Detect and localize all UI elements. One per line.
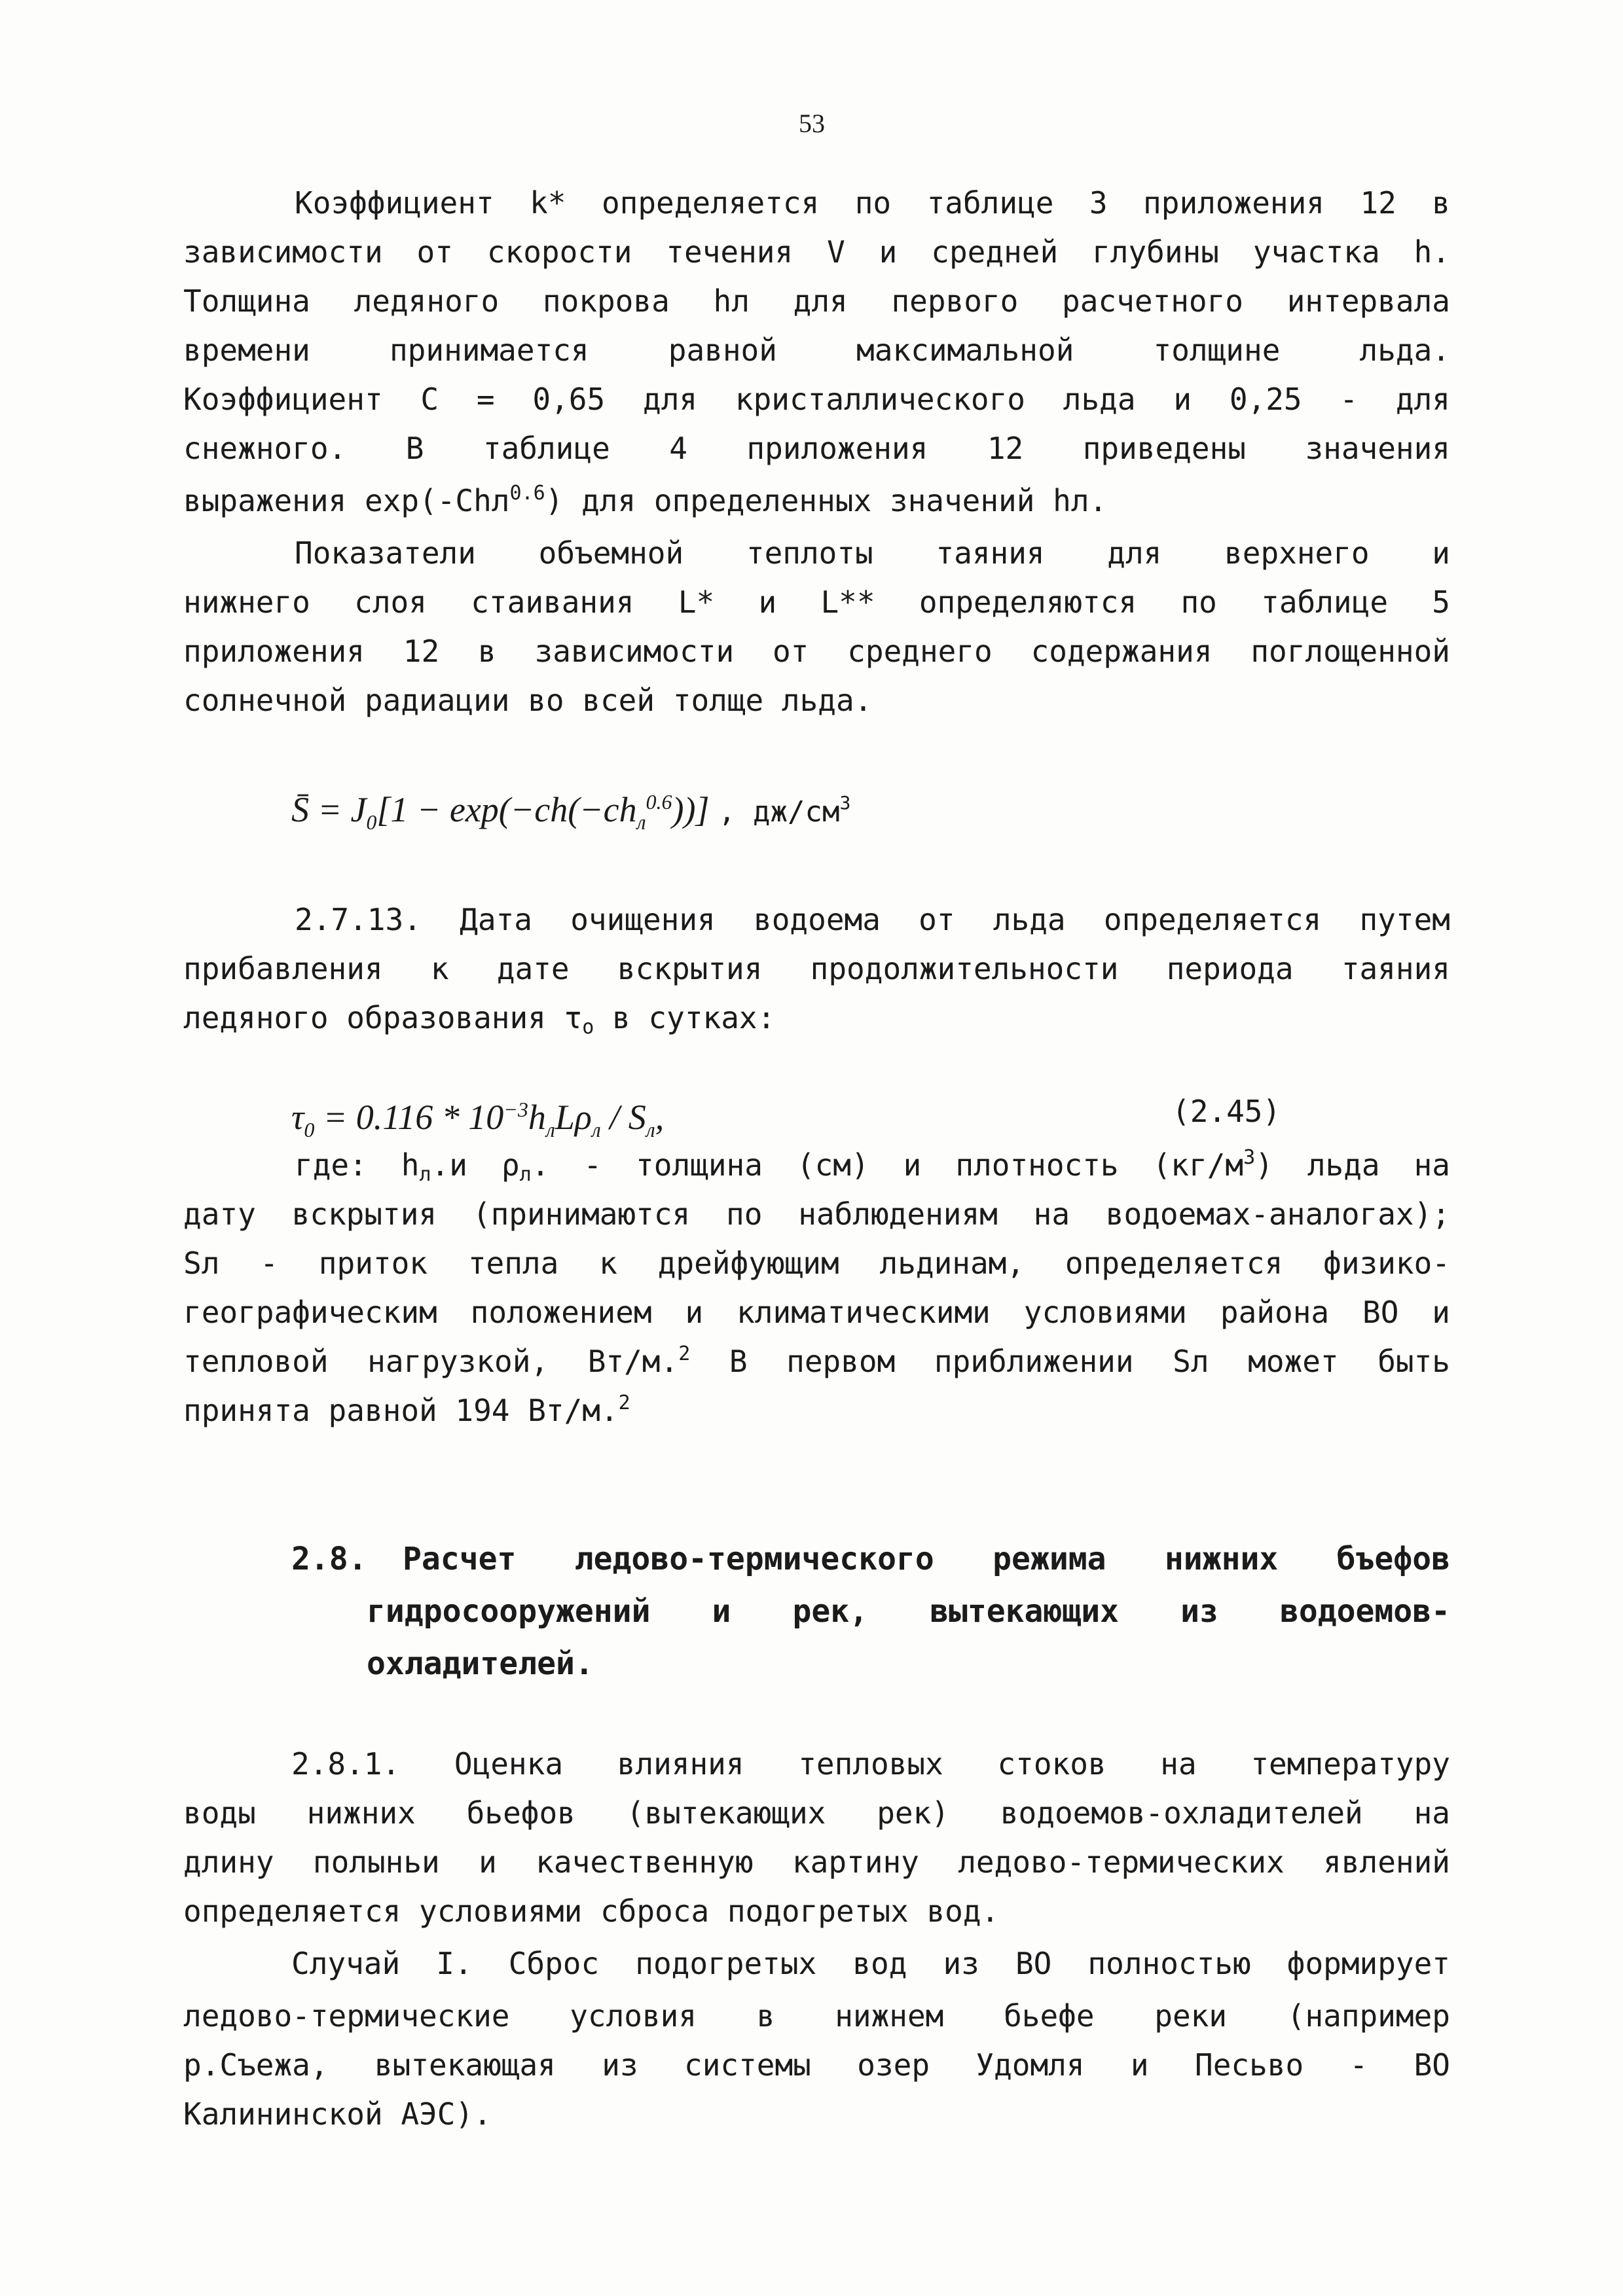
formula-subscript: л — [591, 1117, 601, 1141]
text-line: воды нижних бьефов (вытекающих рек) водоемов-охладителей на — [183, 1795, 1450, 1831]
text-line: приложения 12 в зависимости от среднего содержания поглощенной — [183, 634, 1450, 669]
heading-line: охладителей. — [367, 1645, 594, 1682]
text-line: солнечной радиации во всей толще льда. — [183, 683, 873, 718]
text-line: нижнего слоя стаивания L* и L** определяются по таблице 5 — [183, 584, 1450, 620]
formula-superscript: 3 — [839, 792, 851, 814]
formula-subscript: л — [646, 1117, 655, 1141]
text-line: определяется условиями сброса подогретых вод. — [183, 1893, 1000, 1929]
formula-part: / S — [600, 1098, 646, 1137]
text-fragment: ледяного образования τ — [183, 1000, 583, 1035]
exponent: 0.6 — [509, 482, 545, 505]
text-line: Калининской АЭС). — [183, 2096, 492, 2132]
text-line: Sл - приток тепла к дрейфующим льдинам, определяется физико- — [183, 1246, 1450, 1281]
formula-part: h — [528, 1098, 546, 1137]
formula-superscript: 0.6 — [646, 790, 672, 814]
text-fragment: В первом приближении Sл может быть — [690, 1344, 1451, 1379]
formula-absorbed-radiation — [291, 779, 850, 845]
text-fragment: в сутках: — [594, 1000, 776, 1035]
text-line: длину полыньи и качественную картину ледово-термических явлений — [183, 1844, 1450, 1880]
formula-part: S̄ = J — [291, 790, 367, 829]
equation-number: (2.45) — [1172, 1094, 1281, 1129]
formula-subscript: л — [636, 810, 646, 834]
text-line: снежного. В таблице 4 приложения 12 приведены значения — [183, 431, 1450, 466]
text-line — [295, 1145, 1450, 1185]
text-fragment: .и ρ — [431, 1147, 520, 1183]
formula-subscript: 0 — [304, 1117, 315, 1141]
text-line: дату вскрытия (принимаются по наблюдениям на водоемах-аналогах); — [183, 1196, 1450, 1232]
section-number: 2.8. — [291, 1541, 367, 1577]
text-line — [183, 1342, 1450, 1381]
text-fragment: принята равной 194 Вт/м. — [183, 1393, 619, 1428]
heading-line: Расчет ледово-термического режима нижних бъефов — [403, 1541, 1450, 1577]
heading-line: гидросооружений и рек, вытекающих из водоемов- — [367, 1593, 1450, 1630]
text-line: Толщина ледяного покрова hл для первого расчетного интервала — [183, 283, 1450, 319]
text-fragment: ) для определенных значений hл. — [545, 483, 1108, 518]
formula-subscript: 0 — [366, 810, 377, 834]
subscript: л — [419, 1163, 431, 1186]
text-line: Коэффициент С = 0,65 для кристаллического льда и 0,25 - для — [183, 382, 1450, 417]
formula-unit: , дж/см — [718, 795, 840, 829]
text-line: Показатели объемной теплоты таяния для верхнего и — [295, 535, 1450, 571]
text-line: зависимости от скорости течения V и средней глубины участка h. — [183, 234, 1450, 270]
text-fragment: ) льда на — [1255, 1147, 1451, 1183]
text-line — [183, 998, 775, 1037]
text-fragment: где: h — [295, 1147, 420, 1183]
text-line — [183, 481, 1107, 520]
exponent: 2 — [618, 1391, 630, 1414]
formula-melting-duration — [291, 1086, 664, 1153]
subscript: л — [519, 1163, 532, 1186]
text-fragment: тепловой нагрузкой, Вт/м. — [183, 1344, 679, 1379]
text-line: Случай I. Сброс подогретых вод из ВО полностью формирует — [291, 1946, 1450, 1981]
text-line: времени принимается равной максимальной толщине льда. — [183, 332, 1450, 368]
exponent: 2 — [678, 1342, 691, 1365]
formula-superscript: −3 — [503, 1098, 528, 1121]
text-fragment: . - толщина (см) и плотность (кг/м — [531, 1147, 1244, 1183]
text-line: географическим положением и климатическими условиями района ВО и — [183, 1295, 1450, 1330]
formula-part: , — [655, 1098, 665, 1137]
text-line: Коэффициент k* определяется по таблице 3 приложения 12 в — [295, 185, 1450, 221]
formula-part: ))] — [672, 790, 710, 829]
formula-part: [1 − exp(−ch(−ch — [376, 790, 637, 829]
text-line: ледово-термические условия в нижнем бьефе реки (например — [183, 1998, 1450, 2034]
text-line: прибавления к дате вскрытия продолжительности периода таяния — [183, 951, 1450, 986]
text-fragment: выражения exp(-Chл — [183, 483, 510, 518]
text-line — [183, 1391, 630, 1430]
text-line: р.Съежа, вытекающая из системы озер Удомля и Песьво - ВО — [183, 2047, 1450, 2083]
page-number: 53 — [799, 109, 825, 138]
formula-part: τ — [291, 1098, 304, 1137]
text-line: 2.7.13. Дата очищения водоема от льда определяется путем — [295, 902, 1450, 937]
subscript: о — [582, 1016, 594, 1039]
exponent: 3 — [1243, 1146, 1256, 1169]
formula-part: Lρ — [555, 1098, 592, 1137]
text-line: 2.8.1. Оценка влияния тепловых стоков на температуру — [291, 1746, 1450, 1782]
formula-subscript: л — [545, 1117, 555, 1141]
formula-part: = 0.116 * 10 — [314, 1098, 504, 1137]
